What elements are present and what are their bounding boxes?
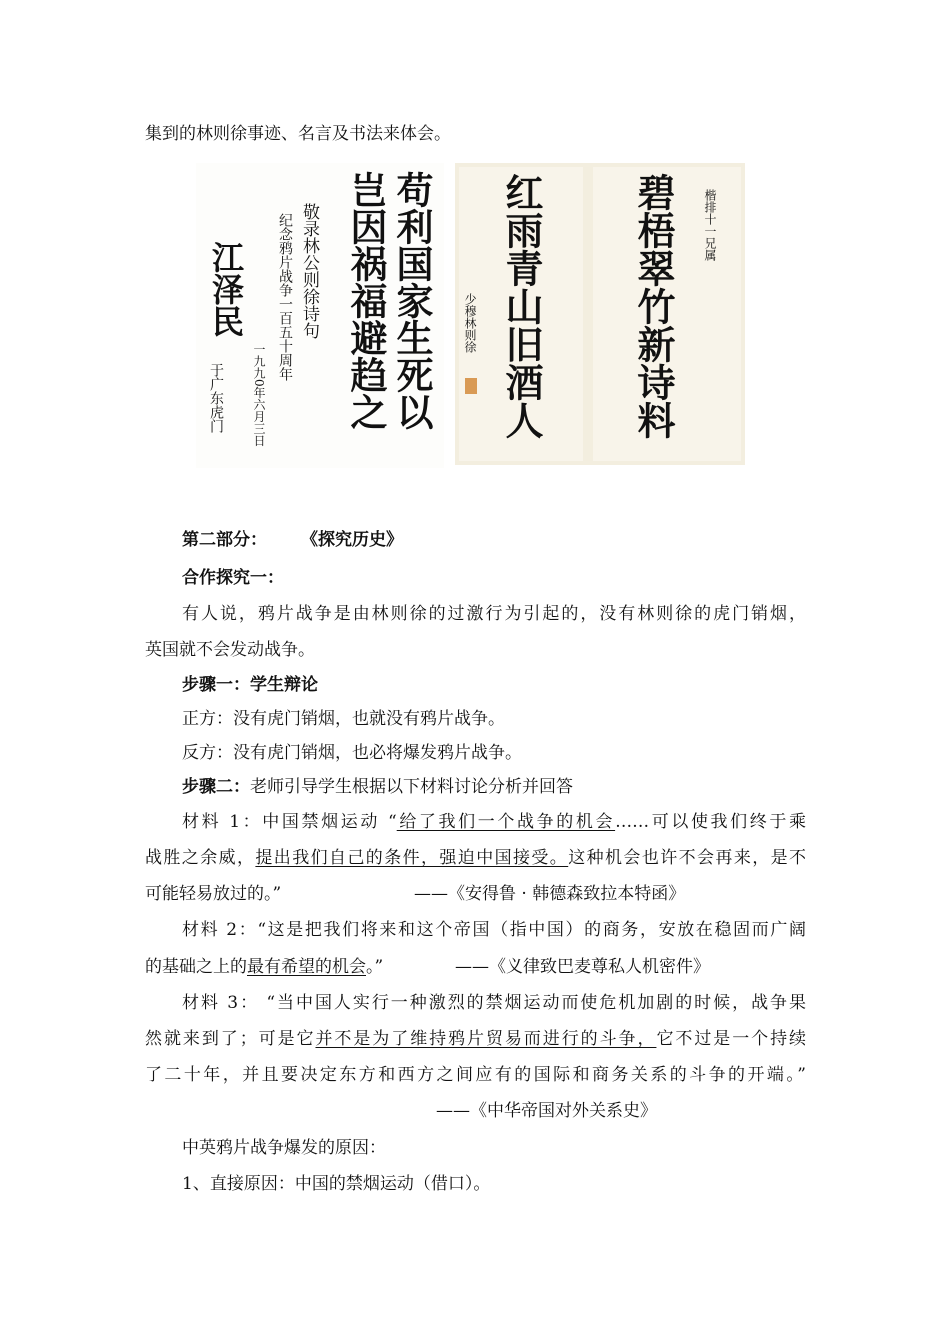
material1-line-1-a: 材料 1：中国禁烟运动 “ (182, 812, 397, 832)
material1-line-1-b: ……可以使我们终于乘 (615, 812, 807, 832)
place-column: 于广东虎门 (208, 363, 224, 433)
poem-column-2: 岂因祸福避趋之 (344, 171, 388, 430)
material2-line-2-b: 。” (366, 957, 384, 977)
dedication-column-2: 纪念鸦片战争一百五十周年 (277, 213, 293, 381)
material1-line-2 (145, 846, 806, 870)
material1-line-2-b: 这种机会也许不会再来，是不 (568, 848, 807, 868)
material2-underlined: 最有希望的机会 (247, 957, 366, 977)
step1-con: 反方：没有虎门销烟，也必将爆发鸦片战争。 (182, 743, 522, 763)
material1-underlined-2: 提出我们自己的条件，强迫中国接受。 (255, 848, 569, 868)
date-column: 一九九0年六月三日 (252, 343, 266, 447)
material2-line-1: 材料 2：“这是把我们将来和这个帝国（指中国）的商务，安放在稳固而广阔 (182, 920, 806, 940)
calligraphy-image-lin (455, 163, 745, 465)
dedication-column-1: 敬录林公则徐诗句 (299, 203, 319, 339)
part2-label: 第二部分： (182, 530, 267, 550)
material3-line-2-b: 它不过是一个持续 (656, 1029, 807, 1049)
material1-line-2-a: 战胜之余威， (145, 848, 256, 868)
step2-text: 老师引导学生根据以下材料讨论分析并回答 (250, 777, 573, 797)
inscription-right: 楷排十一兄属 (703, 189, 717, 261)
causes-item-1: 1、直接原因：中国的禁烟运动（借口）。 (182, 1174, 491, 1194)
material1-line-1 (182, 810, 806, 834)
material3-line-2-a: 然就来到了；可是它 (145, 1029, 316, 1049)
material3-source: ——《中华帝国对外关系史》 (436, 1101, 657, 1121)
material3-line-3: 了二十年，并且要决定东方和西方之间应有的国际和商务关系的斗争的开端。” (145, 1065, 806, 1085)
material3-line-1: 材料 3： “当中国人实行一种激烈的禁烟运动而使危机加剧的时候，战争果 (182, 993, 806, 1013)
part2-heading (182, 528, 403, 552)
material3-underlined: 并不是为了维持鸦片贸易而进行的斗争， (315, 1029, 657, 1049)
scroll-left-text: 红雨青山旧酒人 (499, 173, 544, 439)
coop-paragraph-line-1: 有人说，鸦片战争是由林则徐的过激行为引起的，没有林则徐的虎门销烟， (182, 604, 806, 624)
signature-lin: 少穆林则徐 (463, 293, 477, 353)
signature-jiang: 江泽民 (207, 241, 245, 337)
poem-column-1: 苟利国家生死以 (390, 171, 434, 430)
material1-source: ——《安得鲁 · 韩德森致拉本特函》 (414, 884, 686, 904)
material3-line-2 (145, 1027, 806, 1051)
step2-line (182, 775, 573, 799)
coop-paragraph-line-2: 英国就不会发动战争。 (145, 640, 315, 660)
part2-title: 《探究历史》 (301, 530, 403, 550)
material2-line-2-a: 的基础之上的 (145, 957, 247, 977)
material1-underlined-1: 给了我们一个战争的机会 (396, 812, 616, 832)
material1-line-3: 可能轻易放过的。” (145, 884, 282, 904)
coop-heading: 合作探究一： (182, 568, 284, 588)
scroll-right-text: 碧梧翠竹新诗料 (631, 173, 676, 439)
material2-line-2 (145, 955, 383, 979)
material2-source: ——《义律致巴麦尊私人机密件》 (455, 957, 710, 977)
step1-heading: 步骤一：学生辩论 (182, 675, 318, 695)
step2-heading: 步骤二： (182, 777, 250, 797)
seal-stamp-lin (465, 378, 477, 394)
causes-heading: 中英鸦片战争爆发的原因： (182, 1138, 386, 1158)
intro-line: 集到的林则徐事迹、名言及书法来体会。 (145, 124, 451, 144)
step1-pro: 正方：没有虎门销烟，也就没有鸦片战争。 (182, 709, 505, 729)
calligraphy-image-jiang (196, 163, 444, 468)
